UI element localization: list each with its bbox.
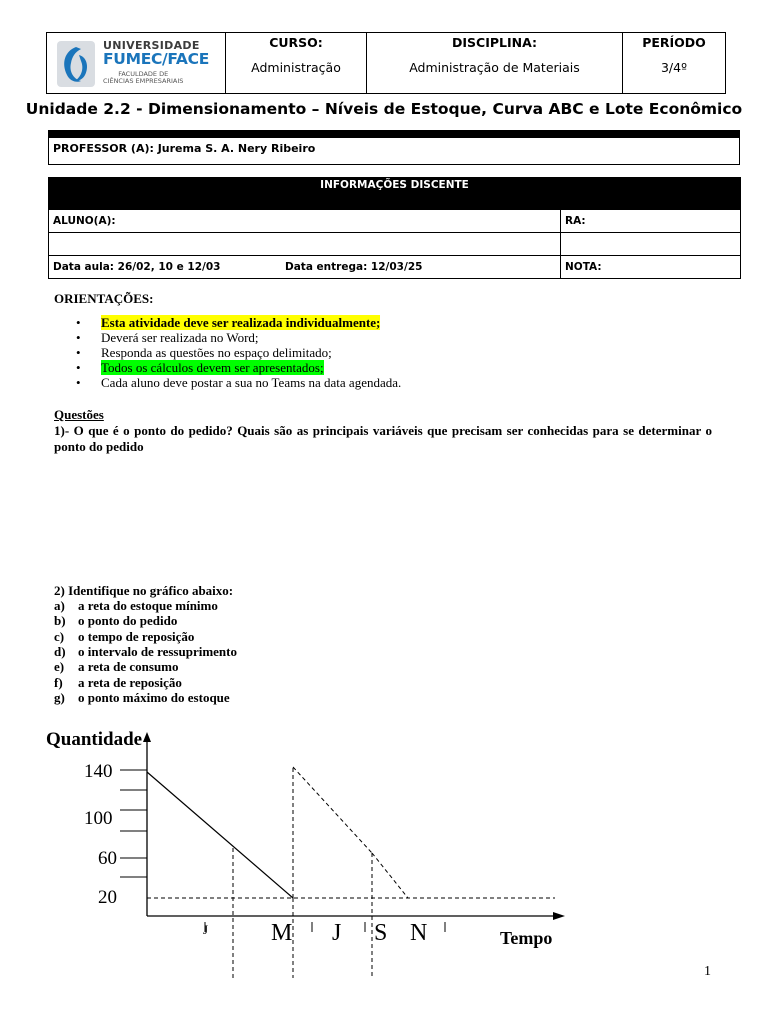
orientacao-item: Esta atividade deve ser realizada individualmente;: [101, 315, 381, 330]
y-tick-label: 20: [98, 887, 117, 908]
orientacoes-title: ORIENTAÇÕES:: [54, 291, 154, 306]
professor-name: PROFESSOR (A): Jurema S. A. Nery Ribeiro: [53, 142, 316, 155]
second-consumption-line: [293, 767, 372, 853]
aluno-field[interactable]: ALUNO(A):: [49, 210, 561, 233]
question-2-item: c) o tempo de reposição: [54, 629, 195, 644]
bullet-icon: •: [76, 315, 81, 330]
question-2-item: e) a reta de consumo: [54, 659, 179, 674]
x-axis-arrow: [553, 912, 565, 920]
question-2-item: b) o ponto do pedido: [54, 613, 178, 628]
x-tick-label: S: [374, 920, 388, 946]
data-entrega: Data entrega: 12/03/25: [285, 261, 423, 273]
question-1: 1)- O que é o ponto do pedido? Quais são as principais variáveis que precisam ser conhecidas para se determinar o ponto do pedido: [54, 423, 712, 454]
professor-bar: [48, 130, 740, 138]
x-tick-label: N: [410, 920, 428, 946]
bullet-icon: •: [76, 375, 81, 390]
y-axis-title: Quantidade: [46, 729, 143, 750]
consumption-line: [147, 772, 293, 898]
logo-line2: FUMEC/FACE: [103, 50, 209, 68]
y-axis-arrow: [143, 732, 151, 742]
orientacao-item: Cada aluno deve postar a sua no Teams na data agendada.: [101, 375, 402, 390]
ra-blank-row[interactable]: [561, 233, 741, 256]
y-tick-label: 140: [84, 761, 113, 782]
student-info-heading: INFORMAÇÕES DISCENTE: [49, 178, 741, 210]
periodo-cell: [623, 33, 726, 94]
x-axis-title: Tempo: [500, 928, 553, 948]
page-title: Unidade 2.2 - Dimensionamento – Níveis de Estoque, Curva ABC e Lote Econômico: [25, 100, 743, 118]
disciplina-cell: [367, 33, 623, 94]
curso-cell: [226, 33, 367, 94]
ra-field[interactable]: RA:: [561, 210, 741, 233]
logo-line1: UNIVERSIDADE: [103, 39, 200, 52]
x-tick-label: J: [203, 922, 209, 937]
bullet-icon: •: [76, 345, 81, 360]
bullet-icon: •: [76, 360, 81, 375]
periodo-label: PERÍODO: [642, 35, 706, 50]
question-2-title: 2) Identifique no gráfico abaixo:: [54, 583, 234, 598]
bullet-icon: •: [76, 330, 81, 345]
inventory-chart: [40, 720, 580, 980]
y-tick-label: 100: [84, 808, 113, 829]
orientacao-item: Responda as questões no espaço delimitado;: [101, 345, 332, 360]
nota-field[interactable]: NOTA:: [561, 256, 741, 279]
question-2-item: d) o intervalo de ressuprimento: [54, 644, 237, 659]
fumec-logo: [47, 33, 225, 93]
x-tick-label: J: [332, 920, 342, 946]
orientacao-item: Todos os cálculos devem ser apresentados;: [101, 360, 324, 375]
x-tick-label: M: [271, 920, 293, 946]
disciplina-value: Administração de Materiais: [409, 60, 580, 75]
page-number: 1: [704, 964, 711, 979]
second-consumption-tail: [372, 853, 408, 898]
logo-cell: [47, 33, 226, 94]
curso-label: CURSO:: [269, 35, 323, 50]
orientacao-item: Deverá ser realizada no Word;: [101, 330, 259, 345]
question-2-item: f) a reta de reposição: [54, 675, 182, 690]
student-info-table: [48, 177, 741, 279]
fumec-logo-icon: [57, 41, 95, 87]
header-table: [46, 32, 726, 94]
dates-cell: [49, 256, 561, 279]
periodo-value: 3/4º: [660, 60, 687, 75]
data-aula: Data aula: 26/02, 10 e 12/03: [53, 261, 221, 273]
question-2-item: g) o ponto máximo do estoque: [54, 690, 230, 705]
curso-value: Administração: [251, 60, 341, 75]
y-tick-label: 60: [98, 848, 117, 869]
disciplina-label: DISCIPLINA:: [452, 35, 537, 50]
logo-subtitle: FACULDADE DE CIÊNCIAS EMPRESARIAIS: [103, 70, 184, 85]
aluno-blank-row[interactable]: [49, 233, 561, 256]
questoes-title: Questões: [54, 407, 104, 422]
question-2-item: a) a reta do estoque mínimo: [54, 598, 218, 613]
